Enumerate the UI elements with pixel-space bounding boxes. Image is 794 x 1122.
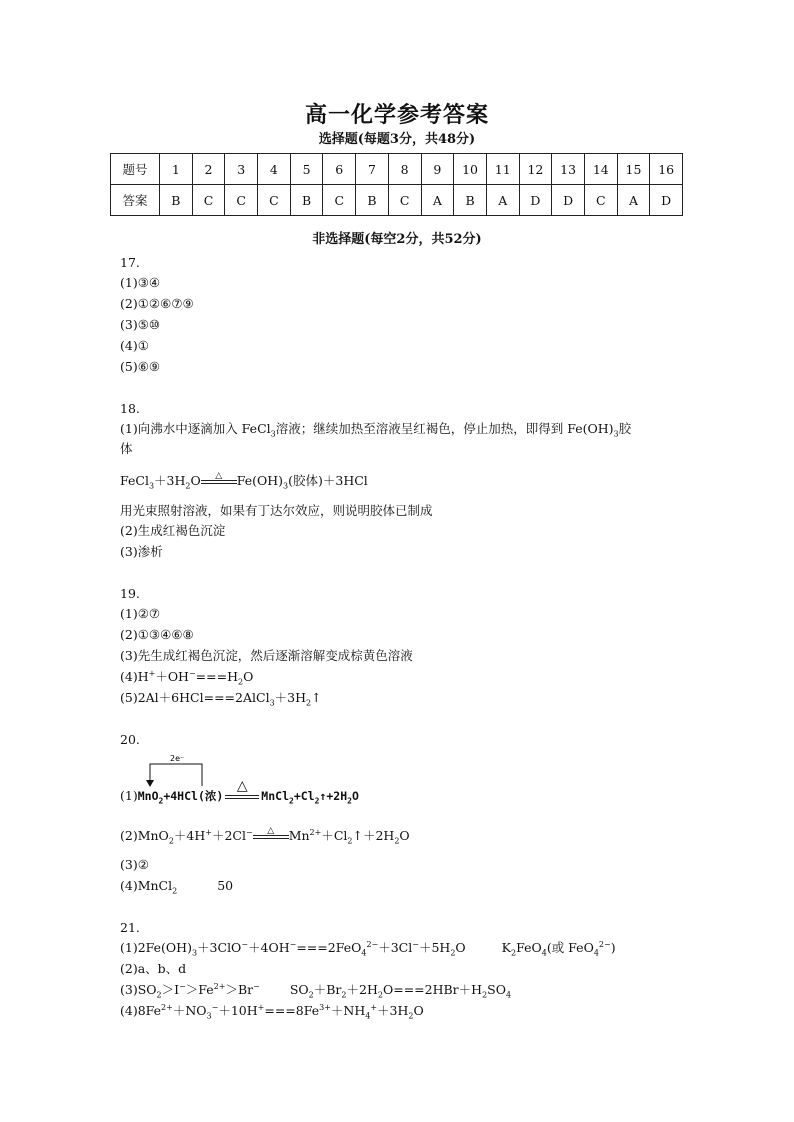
answer-line: (2)①②⑥⑦⑨ — [120, 296, 194, 311]
answer-line: (2)①③④⑥⑧ — [120, 627, 194, 642]
table-cell: B — [290, 185, 323, 216]
table-cell: 15 — [617, 154, 650, 185]
heating-equals-sign — [225, 777, 259, 802]
answer-line: (3)先生成红褐色沉淀，然后逐渐溶解变成棕黄色溶液 — [120, 648, 413, 663]
answer-line: (1)向沸水中逐滴加入 FeCl$_3$溶液；继续加热至溶液呈红褐色，停止加热，即得到 $Fe(OH)_3$胶 — [120, 421, 632, 439]
table-cell: A — [486, 185, 519, 216]
equation-line: (2)MnO$_2$＋4H+＋2Cl− △ $Mn^{2+}+Cl_2↑+2H_2O$ — [120, 828, 410, 844]
answer-line: (4)① — [120, 338, 149, 353]
question-number: 17. — [120, 255, 140, 270]
electron-label: 2e⁻ — [170, 754, 185, 763]
delta-icon: △ — [215, 470, 223, 481]
equation-line: $FeCl_3+3H_2O$ △ $Fe(OH)_3$(胶体)＋3HCl — [120, 473, 368, 489]
table-cell: 14 — [584, 154, 617, 185]
answer-line: (3)② — [120, 857, 149, 872]
answer-line: (5)⑥⑨ — [120, 359, 161, 374]
table-cell: 13 — [552, 154, 585, 185]
table-cell: B — [454, 185, 487, 216]
table-cell: D — [552, 185, 585, 216]
equation-line: $(3)SO_2>I^->Fe^{2+}>Br^-$ $SO_2+Br_2+2H_2O===2HBr+H_2SO_4$ — [120, 981, 512, 1000]
table-cell: 16 — [650, 154, 683, 185]
table-cell: B — [160, 185, 193, 216]
answer-line: (1)②⑦ — [120, 606, 161, 621]
delta-icon: △ — [236, 777, 248, 794]
table-cell: 9 — [421, 154, 454, 185]
table-cell: 3 — [225, 154, 258, 185]
table-cell: 11 — [486, 154, 519, 185]
question-number: 21. — [120, 920, 140, 935]
heating-equals-sign — [253, 825, 289, 842]
answer-line: (3)渗析 — [120, 544, 163, 559]
table-cell: D — [519, 185, 552, 216]
table-cell: 8 — [388, 154, 421, 185]
table-cell: D — [650, 185, 683, 216]
table-cell: C — [388, 185, 421, 216]
table-row-answers — [111, 185, 683, 216]
answer-line: (1)③④ — [120, 275, 161, 290]
table-cell: 10 — [454, 154, 487, 185]
table-cell: B — [356, 185, 389, 216]
equation-line: $(5)2Al+6HCl===2AlCl_3+3H_2↑$ — [120, 690, 322, 708]
heating-equals-sign — [201, 470, 237, 487]
table-row-numbers — [111, 154, 683, 185]
question-number: 20. — [120, 732, 140, 747]
table-cell: 4 — [258, 154, 291, 185]
table-cell: A — [421, 185, 454, 216]
page-title: 高一化学参考答案 — [304, 102, 489, 128]
answer-line: (2)a、b、d — [120, 961, 187, 976]
table-cell: 2 — [192, 154, 225, 185]
electron-transfer-bracket — [140, 752, 210, 788]
table-header-cell: 题号 — [111, 154, 160, 185]
equation-line: $(4)8Fe^{2+}+NO_3^-+10H^+===8Fe^{3+}+NH_4^++3H_2O$ — [120, 1002, 424, 1021]
answer-line: (3)⑤⑩ — [120, 317, 161, 332]
table-cell: 6 — [323, 154, 356, 185]
table-cell: C — [192, 185, 225, 216]
table-cell: 7 — [356, 154, 389, 185]
answer-line: (2)生成红褐色沉淀 — [120, 523, 226, 538]
table-cell: A — [617, 185, 650, 216]
table-cell: C — [258, 185, 291, 216]
section-non-choice-heading: 非选择题(每空2分，共52分) — [312, 232, 482, 247]
answer-line: 用光束照射溶液，如果有丁达尔效应，则说明胶体已制成 — [120, 503, 433, 518]
section-multiple-choice-heading: 选择题(每题3分，共48分) — [318, 132, 476, 147]
equation-line: $(1)2Fe(OH)_3+3ClO^-+4OH^-===2FeO_4^{2-}+3Cl^-+5H_2O$ $K_2FeO_4$(或 FeO$_4^{2-}$) — [120, 939, 616, 958]
table-cell: 12 — [519, 154, 552, 185]
table-cell: 1 — [160, 154, 193, 185]
table-cell: C — [584, 185, 617, 216]
answer-table — [110, 153, 683, 216]
delta-icon: △ — [267, 825, 275, 836]
equation-line: (1)MnO$_2$+4HCl(浓) △ $MnCl_2+Cl_2↑+2H_2O$ — [120, 777, 359, 806]
equation-line: $(4)H^++OH^-===H_2O$ — [120, 668, 254, 687]
answer-line: (4)MnCl$_2$ 50 — [120, 878, 234, 896]
question-number: 19. — [120, 586, 140, 601]
table-cell: 5 — [290, 154, 323, 185]
table-cell: C — [225, 185, 258, 216]
table-header-cell: 答案 — [111, 185, 160, 216]
answer-line: 体 — [120, 441, 133, 456]
table-cell: C — [323, 185, 356, 216]
question-number: 18. — [120, 401, 140, 416]
